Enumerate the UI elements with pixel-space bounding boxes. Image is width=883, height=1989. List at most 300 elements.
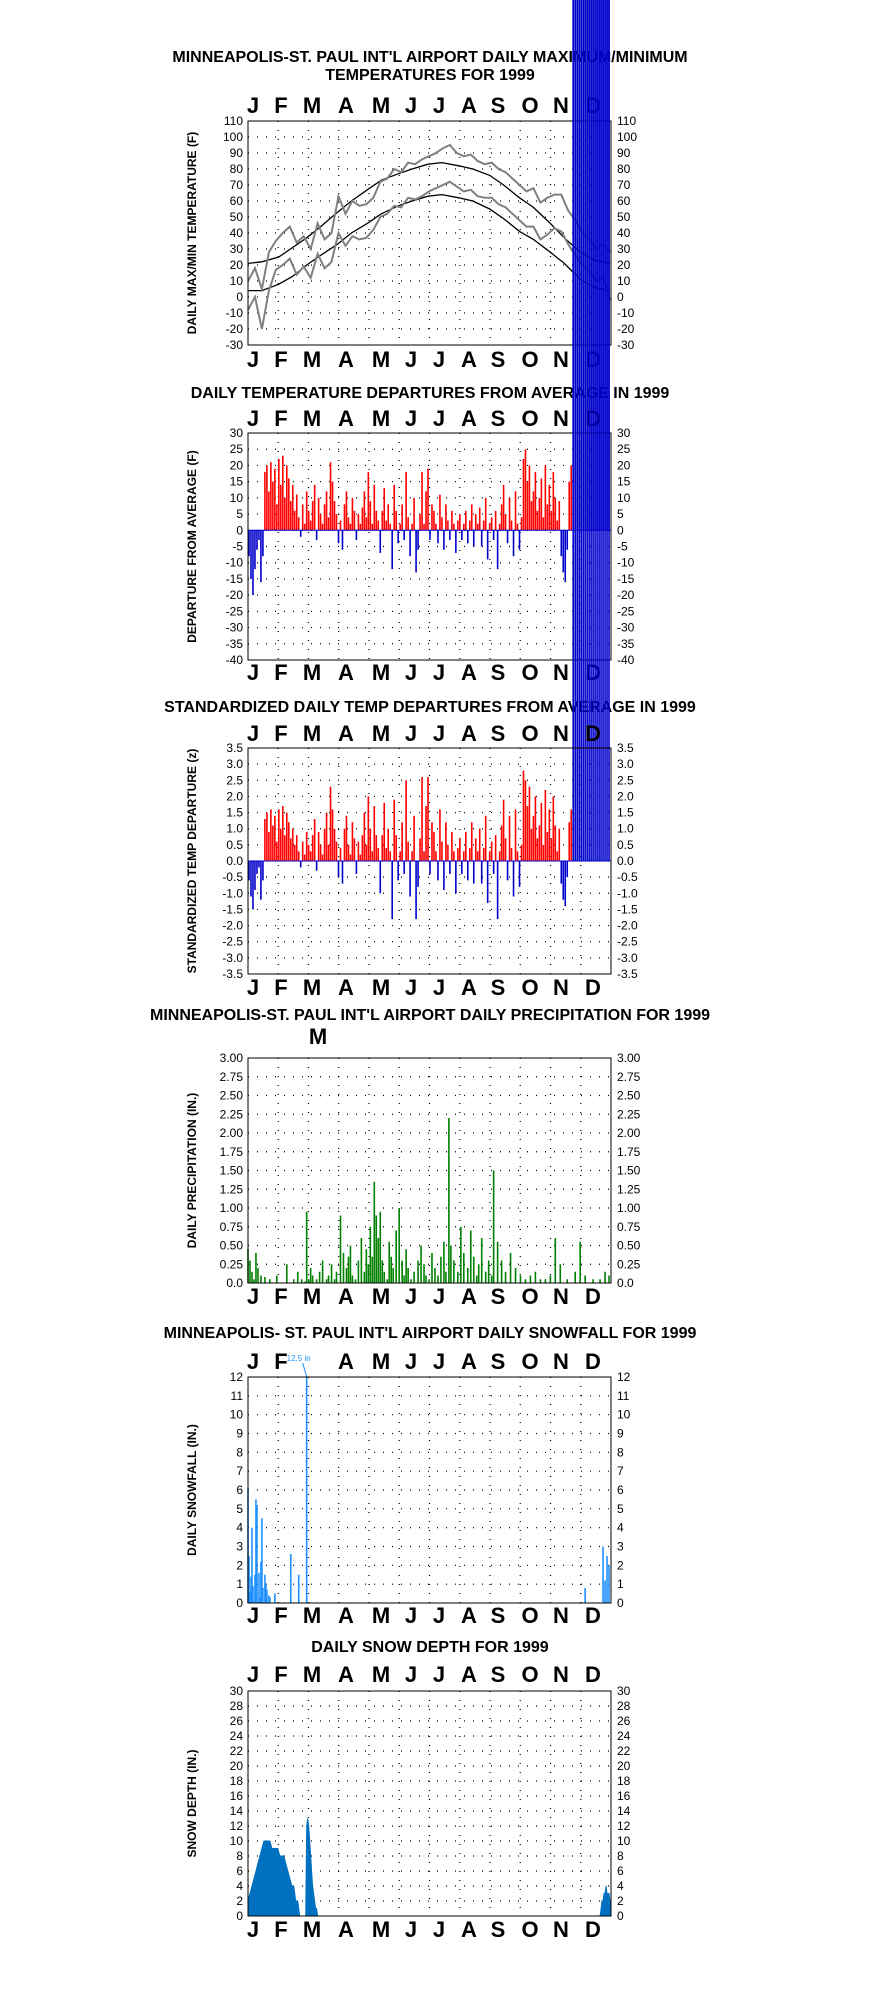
y-tick-label-right: 0.50 xyxy=(617,1238,641,1253)
month-label-bottom: D xyxy=(585,975,601,1000)
month-label-top: O xyxy=(521,721,539,746)
month-label-top: O xyxy=(521,1662,539,1687)
month-label-top: A xyxy=(461,1349,477,1374)
y-tick-label-left: 5 xyxy=(236,507,243,522)
y-tick-label-right: 60 xyxy=(617,194,631,208)
y-tick-label-left: -30 xyxy=(225,620,243,635)
month-label-top: D xyxy=(585,1662,601,1687)
y-tick-label-left: 1 xyxy=(236,1577,243,1592)
chart-title: MINNEAPOLIS-ST. PAUL INT'L AIRPORT DAILY MAXIMUM/MINIMUM xyxy=(172,49,688,66)
y-tick-label-right: 5 xyxy=(617,507,624,522)
y-tick-label-left: 1.50 xyxy=(219,1163,243,1178)
y-tick-label-left: 1.00 xyxy=(219,1201,243,1215)
y-tick-label-right: 1.5 xyxy=(617,805,634,820)
y-tick-label-right: 12 xyxy=(617,1819,631,1833)
month-label-top: M xyxy=(302,1662,322,1687)
y-tick-label-left: 6 xyxy=(236,1864,243,1878)
month-label-top: J xyxy=(404,1662,418,1687)
y-tick-label-right: 10 xyxy=(617,274,631,288)
y-tick-label-right: 10 xyxy=(617,1834,631,1848)
month-label-top: J xyxy=(404,721,418,746)
month-label-top: O xyxy=(521,1349,539,1374)
y-tick-label-right: 70 xyxy=(617,178,631,192)
month-label-bottom: D xyxy=(585,1917,601,1942)
y-tick-label-right: 100 xyxy=(617,130,638,144)
y-tick-label-left: 30 xyxy=(229,1684,243,1698)
chart-title: DAILY SNOW DEPTH FOR 1999 xyxy=(311,1639,549,1656)
y-tick-label-left: 0.5 xyxy=(226,837,243,852)
y-tick-label-right: -40 xyxy=(617,653,635,667)
y-tick-label-left: 100 xyxy=(222,130,243,144)
chart-1 xyxy=(172,49,687,372)
month-label-bottom: F xyxy=(274,1917,288,1942)
y-tick-label-left: -5 xyxy=(232,539,243,554)
y-tick-label-left: -0.5 xyxy=(222,870,243,885)
y-tick-label-right: 14 xyxy=(617,1804,631,1818)
month-label-bottom: N xyxy=(553,1917,569,1942)
month-label-bottom: N xyxy=(553,660,569,685)
month-label-bottom: J xyxy=(432,1603,446,1628)
month-label-bottom: N xyxy=(553,1603,569,1628)
y-tick-label-right: 1.25 xyxy=(617,1182,641,1197)
y-tick-label-right: 2 xyxy=(617,1894,624,1908)
month-label-top: J xyxy=(246,406,260,431)
month-label-bottom: J xyxy=(432,1284,446,1309)
y-tick-label-right: 2 xyxy=(617,1558,624,1573)
y-tick-label-left: 1.75 xyxy=(219,1144,243,1159)
y-axis-label: DAILY PRECIPITATION (IN.) xyxy=(185,1092,199,1249)
y-tick-label-right: 5 xyxy=(617,1501,624,1516)
y-tick-label-right: -15 xyxy=(617,571,635,586)
month-label-top: A xyxy=(338,93,354,118)
y-tick-label-right: 0.5 xyxy=(617,837,634,852)
month-label-top: D xyxy=(585,721,601,746)
month-label-top: S xyxy=(490,721,506,746)
y-axis-label: STANDARDIZED TEMP DEPARTURE (z) xyxy=(185,748,199,974)
month-label-top: A xyxy=(461,721,477,746)
y-tick-label-right: 0.25 xyxy=(617,1257,641,1272)
month-label-top: A xyxy=(338,721,354,746)
y-tick-label-left: 2 xyxy=(236,1558,243,1573)
y-tick-label-left: 1.0 xyxy=(226,821,243,836)
month-label-bottom: O xyxy=(521,1603,539,1628)
y-tick-label-left: -1.0 xyxy=(222,886,243,901)
y-tick-label-left: 0.25 xyxy=(219,1257,243,1272)
y-tick-label-left: 4 xyxy=(236,1879,243,1893)
y-tick-label-left: 60 xyxy=(229,194,243,208)
y-tick-label-right: -20 xyxy=(617,322,635,336)
y-tick-label-left: 5 xyxy=(236,1501,243,1516)
month-label-bottom: F xyxy=(274,1603,288,1628)
y-tick-label-right: 30 xyxy=(617,242,631,256)
month-label-top: J xyxy=(404,406,418,431)
month-label-top: D xyxy=(585,406,601,431)
y-tick-label-left: 0 xyxy=(236,1596,243,1610)
month-label-top: A xyxy=(338,1349,354,1374)
y-tick-label-right: 1.50 xyxy=(617,1163,641,1178)
y-tick-label-right: 30 xyxy=(617,426,631,440)
chart-4 xyxy=(150,1007,710,1309)
y-tick-label-left: 14 xyxy=(229,1804,243,1818)
y-tick-label-right: 15 xyxy=(617,474,631,489)
month-label-top: F xyxy=(274,721,288,746)
y-tick-label-left: 3.00 xyxy=(219,1051,243,1065)
y-tick-label-right: 4 xyxy=(617,1879,624,1893)
y-tick-label-left: 4 xyxy=(236,1520,243,1535)
month-label-top: J xyxy=(432,1662,446,1687)
y-tick-label-left: 22 xyxy=(229,1744,243,1758)
month-label-bottom: N xyxy=(553,347,569,372)
y-tick-label-right: 0.0 xyxy=(617,854,634,868)
month-label-top: O xyxy=(521,93,539,118)
month-label-top: A xyxy=(461,406,477,431)
y-tick-label-right: 28 xyxy=(617,1699,631,1713)
y-tick-label-left: 1.25 xyxy=(219,1182,243,1197)
month-label-bottom: A xyxy=(338,1917,354,1942)
y-tick-label-right: 2.25 xyxy=(617,1107,641,1122)
y-tick-label-left: 8 xyxy=(236,1849,243,1863)
month-label-top: J xyxy=(246,93,260,118)
y-tick-label-left: 0.75 xyxy=(219,1219,243,1234)
y-tick-label-left: -30 xyxy=(225,338,243,352)
y-tick-label-left: 10 xyxy=(229,1834,243,1848)
y-tick-label-right: 2.75 xyxy=(617,1069,641,1084)
y-tick-label-right: -10 xyxy=(617,306,635,320)
month-label-bottom: J xyxy=(404,347,418,372)
y-tick-label-left: -35 xyxy=(225,636,243,651)
y-tick-label-left: 28 xyxy=(229,1699,243,1713)
month-label-bottom: S xyxy=(490,1917,506,1942)
y-tick-label-right: -10 xyxy=(617,555,635,570)
month-label-top: D xyxy=(585,1349,601,1374)
y-tick-label-left: -1.5 xyxy=(222,902,243,917)
y-tick-label-left: 24 xyxy=(229,1729,243,1743)
y-tick-label-right: 24 xyxy=(617,1729,631,1743)
month-label-bottom: M xyxy=(302,660,322,685)
month-label-bottom: J xyxy=(404,1284,418,1309)
y-tick-label-left: 30 xyxy=(229,242,243,256)
y-tick-label-left: 1.5 xyxy=(226,805,243,820)
y-axis-label: DAILY SNOWFALL (IN.) xyxy=(185,1424,199,1556)
y-tick-label-right: 30 xyxy=(617,1684,631,1698)
month-label-top: M xyxy=(371,1662,391,1687)
month-label-top: O xyxy=(521,406,539,431)
y-tick-label-right: 12 xyxy=(617,1370,631,1384)
y-tick-label-left: 2.00 xyxy=(219,1126,243,1140)
month-label-bottom: J xyxy=(404,1917,418,1942)
month-label-bottom: S xyxy=(490,347,506,372)
month-label-top: F xyxy=(274,1349,288,1374)
month-label-bottom: S xyxy=(490,1284,506,1309)
month-label-bottom: D xyxy=(585,660,601,685)
month-label-bottom: S xyxy=(490,660,506,685)
month-label-top: N xyxy=(553,93,569,118)
month-label-top: M xyxy=(302,93,322,118)
month-label-bottom: J xyxy=(432,347,446,372)
y-tick-label-right: 3.0 xyxy=(617,757,634,772)
month-label-top: A xyxy=(338,406,354,431)
y-tick-label-left: 10 xyxy=(229,274,243,288)
y-tick-label-right: 22 xyxy=(617,1744,631,1758)
month-label-bottom: J xyxy=(432,660,446,685)
y-tick-label-right: 20 xyxy=(617,258,631,272)
y-tick-label-left: 25 xyxy=(229,442,243,457)
y-tick-label-right: 3.00 xyxy=(617,1051,641,1065)
month-label-bottom: A xyxy=(461,660,477,685)
y-tick-label-right: 18 xyxy=(617,1774,631,1788)
month-label-top: M xyxy=(371,721,391,746)
y-tick-label-right: 2.0 xyxy=(617,789,634,804)
chart-title: MINNEAPOLIS-ST. PAUL INT'L AIRPORT DAILY PRECIPITATION FOR 1999 xyxy=(149,1007,711,1024)
month-label-top: J xyxy=(246,1349,260,1374)
month-label-top: J xyxy=(246,721,260,746)
y-tick-label-left: 80 xyxy=(229,162,243,176)
month-label-top: A xyxy=(461,1662,477,1687)
y-tick-label-left: 0 xyxy=(236,1909,243,1923)
y-tick-label-right: 110 xyxy=(617,114,637,128)
month-label-bottom: J xyxy=(246,660,260,685)
y-tick-label-left: 20 xyxy=(229,1759,243,1773)
month-label-top: M xyxy=(371,1349,391,1374)
month-label-bottom: A xyxy=(338,975,354,1000)
chart-title: STANDARDIZED DAILY TEMP DEPARTURES FROM AVERAGE IN 1999 xyxy=(164,699,696,716)
month-label-top: J xyxy=(432,406,446,431)
y-tick-label-right: 20 xyxy=(617,1759,631,1773)
month-label-bottom: M xyxy=(371,1917,391,1942)
y-tick-label-left: 50 xyxy=(229,210,243,224)
y-tick-label-left: -25 xyxy=(225,604,243,619)
y-axis-label: DAILY MAX/MIN TEMPERATURE (F) xyxy=(185,131,199,335)
y-tick-label-right: 2.00 xyxy=(617,1126,641,1140)
month-label-top: N xyxy=(553,406,569,431)
month-label-top: A xyxy=(461,93,477,118)
y-tick-label-left: -20 xyxy=(225,588,243,603)
month-label-bottom: A xyxy=(461,975,477,1000)
month-label-top: D xyxy=(585,93,601,118)
month-label-bottom: O xyxy=(521,1284,539,1309)
month-label-top: M xyxy=(371,93,391,118)
month-label-top: N xyxy=(553,1662,569,1687)
y-tick-label-right: 20 xyxy=(617,458,631,473)
y-tick-label-right: 9 xyxy=(617,1426,624,1441)
y-tick-label-left: -2.0 xyxy=(222,918,243,933)
month-label-top: S xyxy=(490,93,506,118)
month-label-bottom: A xyxy=(338,347,354,372)
month-label-bottom: M xyxy=(302,975,322,1000)
y-tick-label-right: 10 xyxy=(617,490,631,505)
month-label-top: J xyxy=(432,93,446,118)
month-label-bottom: A xyxy=(461,1284,477,1309)
y-tick-label-left: 110 xyxy=(223,114,243,128)
y-tick-label-right: 0 xyxy=(617,1909,624,1923)
series-daily_low xyxy=(248,182,610,329)
month-label-bottom: A xyxy=(461,347,477,372)
y-tick-label-right: 90 xyxy=(617,146,631,160)
y-tick-label-right: -0.5 xyxy=(617,870,638,885)
month-label-top: J xyxy=(246,1662,260,1687)
month-label-bottom: M xyxy=(371,975,391,1000)
month-label-bottom: S xyxy=(490,975,506,1000)
y-tick-label-right: -3.0 xyxy=(617,950,638,965)
month-label-bottom: M xyxy=(371,660,391,685)
y-tick-label-right: 1 xyxy=(617,1577,624,1592)
y-tick-label-left: 2.75 xyxy=(219,1069,243,1084)
chart-title: TEMPERATURES FOR 1999 xyxy=(325,67,535,84)
y-tick-label-left: -40 xyxy=(225,653,243,667)
y-tick-label-right: 1.0 xyxy=(617,821,634,836)
y-tick-label-left: 0.0 xyxy=(226,1276,243,1290)
month-label-top: A xyxy=(338,1662,354,1687)
month-label-bottom: J xyxy=(404,1603,418,1628)
month-label-bottom: M xyxy=(371,347,391,372)
y-tick-label-right: 8 xyxy=(617,1445,624,1460)
y-tick-label-right: 25 xyxy=(617,442,631,457)
plot-frame xyxy=(248,1691,611,1916)
month-label-top: J xyxy=(404,1349,418,1374)
y-axis-label: DEPARTURE FROM AVERAGE (F) xyxy=(185,450,199,643)
y-tick-label-left: 18 xyxy=(229,1774,243,1788)
y-tick-label-right: 50 xyxy=(617,210,631,224)
y-tick-label-left: 9 xyxy=(236,1426,243,1441)
y-tick-label-left: -3.5 xyxy=(222,967,243,981)
annotation-leader xyxy=(303,1363,307,1377)
month-label-bottom: J xyxy=(246,1917,260,1942)
month-label-top: M xyxy=(302,406,322,431)
y-tick-label-left: 8 xyxy=(236,1445,243,1460)
y-tick-label-right: -3.5 xyxy=(617,967,638,981)
month-label-top: S xyxy=(490,1662,506,1687)
y-tick-label-left: 15 xyxy=(229,474,243,489)
y-tick-label-left: 2.0 xyxy=(226,789,243,804)
y-tick-label-left: 6 xyxy=(236,1483,243,1497)
y-tick-label-right: 10 xyxy=(617,1407,631,1422)
y-tick-label-left: 40 xyxy=(229,226,243,240)
y-tick-label-left: 10 xyxy=(229,1407,243,1422)
y-tick-label-left: 12 xyxy=(229,1819,243,1833)
month-label-bottom: J xyxy=(404,975,418,1000)
y-tick-label-right: 3 xyxy=(617,1539,624,1554)
month-label-bottom: A xyxy=(338,1603,354,1628)
y-tick-label-right: 2.50 xyxy=(617,1088,641,1103)
y-tick-label-right: 40 xyxy=(617,226,631,240)
month-label-bottom: O xyxy=(521,660,539,685)
y-tick-label-left: -20 xyxy=(225,322,243,336)
y-tick-label-right: -30 xyxy=(617,338,635,352)
y-tick-label-right: 7 xyxy=(617,1464,624,1479)
y-tick-label-left: 3.0 xyxy=(226,757,243,772)
y-tick-label-left: 3.5 xyxy=(226,741,243,755)
y-tick-label-left: 2.25 xyxy=(219,1107,243,1122)
y-tick-label-left: 7 xyxy=(236,1464,243,1479)
y-tick-label-right: -20 xyxy=(617,588,635,603)
month-label-bottom: M xyxy=(371,1284,391,1309)
y-tick-label-right: 6 xyxy=(617,1483,624,1497)
chart-title: DAILY TEMPERATURE DEPARTURES FROM AVERAGE IN 1999 xyxy=(190,385,670,402)
y-tick-label-right: 0.0 xyxy=(617,1276,634,1290)
month-label-top: S xyxy=(490,406,506,431)
month-label-bottom: N xyxy=(553,975,569,1000)
month-label-bottom: J xyxy=(246,975,260,1000)
y-tick-label-left: 70 xyxy=(229,178,243,192)
month-label-bottom: D xyxy=(585,1603,601,1628)
month-label-bottom: O xyxy=(521,1917,539,1942)
y-tick-label-left: -10 xyxy=(225,306,243,320)
month-label-top: J xyxy=(404,93,418,118)
y-tick-label-right: 0.75 xyxy=(617,1219,641,1234)
month-label-bottom: S xyxy=(490,1603,506,1628)
month-label-bottom: F xyxy=(274,660,288,685)
y-tick-label-left: 26 xyxy=(229,1714,243,1728)
month-label-bottom: M xyxy=(302,1917,322,1942)
annotation-label: 12.5 in xyxy=(286,1354,311,1363)
month-label-top: N xyxy=(553,721,569,746)
y-tick-label-right: -30 xyxy=(617,620,635,635)
y-tick-label-left: 20 xyxy=(229,458,243,473)
y-tick-label-right: 1.00 xyxy=(617,1201,641,1215)
y-tick-label-right: 8 xyxy=(617,1849,624,1863)
y-tick-label-right: 0 xyxy=(617,290,624,304)
month-label-bottom: O xyxy=(521,347,539,372)
month-label-bottom: F xyxy=(274,975,288,1000)
month-label-top: F xyxy=(274,406,288,431)
month-label-top: F xyxy=(274,93,288,118)
month-label-bottom: A xyxy=(461,1603,477,1628)
y-tick-label-left: 2.5 xyxy=(226,773,243,788)
y-tick-label-left: 0.0 xyxy=(226,854,243,868)
month-label-bottom: M xyxy=(371,1603,391,1628)
series-normal_high xyxy=(248,163,610,264)
y-tick-label-right: 6 xyxy=(617,1864,624,1878)
month-label-bottom: D xyxy=(585,1284,601,1309)
month-label-top: J xyxy=(432,721,446,746)
y-tick-label-left: 0 xyxy=(236,290,243,304)
y-tick-label-left: 2.50 xyxy=(219,1088,243,1103)
y-tick-label-right: 3.5 xyxy=(617,741,634,755)
month-label-bottom: J xyxy=(404,660,418,685)
y-tick-label-left: 2 xyxy=(236,1894,243,1908)
month-label-bottom: A xyxy=(338,1284,354,1309)
y-tick-label-right: 0 xyxy=(617,1596,624,1610)
month-label-bottom: M xyxy=(302,347,322,372)
chart-6 xyxy=(185,1639,631,1942)
y-axis-label: SNOW DEPTH (IN.) xyxy=(185,1749,199,1858)
month-label-top: M xyxy=(302,721,322,746)
month-label-top: F xyxy=(274,1662,288,1687)
y-tick-label-left: 20 xyxy=(229,258,243,272)
y-tick-label-right: 26 xyxy=(617,1714,631,1728)
month-label-bottom: J xyxy=(432,975,446,1000)
month-label-bottom: A xyxy=(461,1917,477,1942)
month-label-bottom: M xyxy=(302,1284,322,1309)
y-tick-label-right: 11 xyxy=(617,1388,630,1403)
y-tick-label-right: 16 xyxy=(617,1789,631,1803)
y-tick-label-right: 4 xyxy=(617,1520,624,1535)
y-tick-label-right: -2.5 xyxy=(617,934,638,949)
y-tick-label-left: -15 xyxy=(225,571,243,586)
month-label-bottom: M xyxy=(302,1603,322,1628)
y-tick-label-left: 10 xyxy=(229,490,243,505)
month-label-bottom: F xyxy=(274,347,288,372)
y-tick-label-right: -1.5 xyxy=(617,902,638,917)
month-label-bottom: F xyxy=(274,1284,288,1309)
month-label-bottom: O xyxy=(521,975,539,1000)
y-tick-label-left: 0.50 xyxy=(219,1238,243,1253)
series-normal_low xyxy=(248,195,610,291)
y-tick-label-left: 90 xyxy=(229,146,243,160)
y-tick-label-left: 12 xyxy=(229,1370,243,1384)
y-tick-label-right: -5 xyxy=(617,539,628,554)
y-tick-label-left: -2.5 xyxy=(222,934,243,949)
